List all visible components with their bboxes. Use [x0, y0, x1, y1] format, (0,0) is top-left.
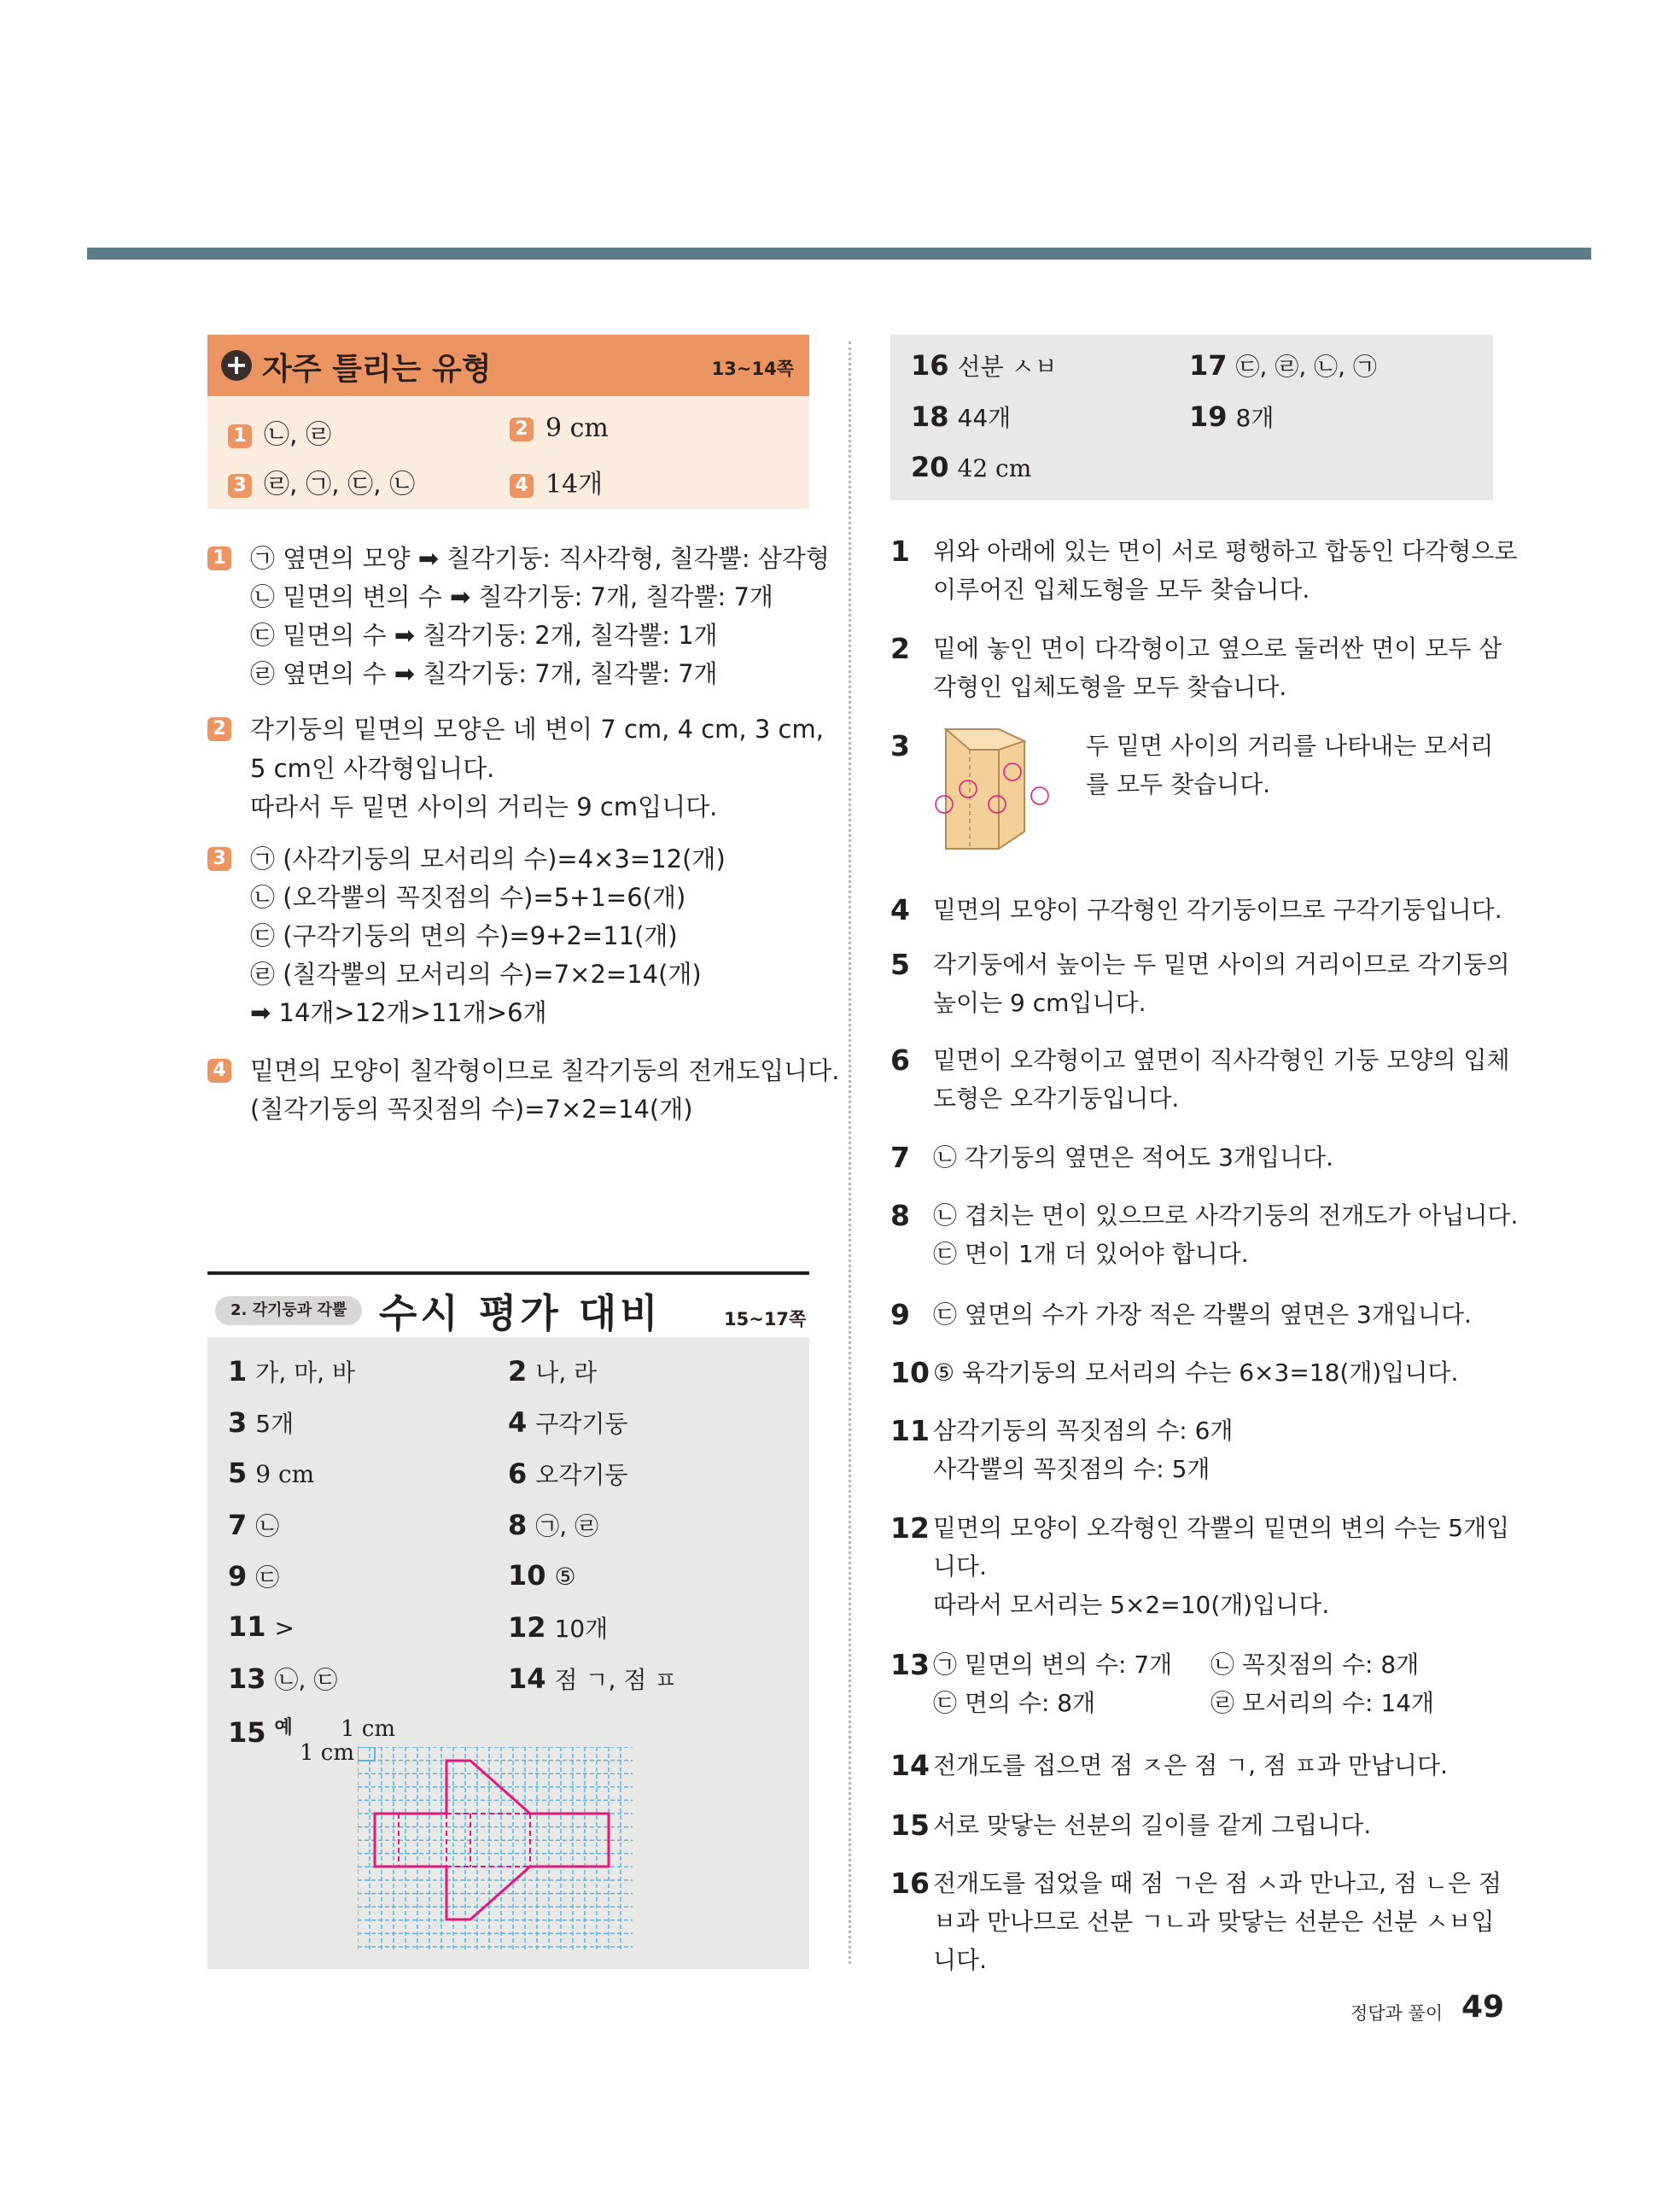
mistake-answer-1: 1 ㉡, ㉣	[228, 413, 331, 451]
solution-number: 14	[890, 1749, 930, 1782]
solution-number: 7	[890, 1141, 910, 1174]
review-title: 수시 평가 대비	[379, 1290, 662, 1336]
right-answer: 20 42 cm	[911, 451, 1032, 483]
mistake-answer-4: 4 14개	[510, 463, 603, 500]
solution-line: 밑면이 오각형이고 옆면이 직사각형인 기둥 모양의 입체	[933, 1046, 1510, 1074]
review-answer: 8 ㉠, ㉣	[508, 1509, 599, 1541]
column-divider	[849, 342, 851, 1964]
review-answer: 14 점 ㄱ, 점 ㅍ	[508, 1662, 678, 1695]
solution-number: 1	[890, 535, 910, 568]
solution-line: ㉢ 면의 수: 8개	[933, 1689, 1096, 1717]
review-answer: 3 5개	[228, 1406, 295, 1439]
solution-line: 전개도를 접으면 점 ㅈ은 점 ㄱ, 점 ㅍ과 만납니다.	[933, 1751, 1448, 1779]
review-answer: 12 10개	[508, 1611, 609, 1644]
grid-label-left: 1 cm	[300, 1740, 355, 1766]
solution-line: 밑에 놓인 면이 다각형이고 옆으로 둘러싼 면이 모두 삼	[933, 634, 1502, 663]
solution-line: 를 모두 찾습니다.	[1086, 770, 1271, 798]
plus-icon: +	[221, 350, 252, 381]
review-answer: 6 오각기둥	[508, 1458, 628, 1490]
mistakes-header	[207, 335, 809, 396]
solution-line: 위와 아래에 있는 면이 서로 평행하고 합동인 다각형으로	[933, 537, 1518, 565]
right-answer: 17 ㉢, ㉣, ㉡, ㉠	[1189, 349, 1377, 382]
page-number: 49	[1461, 1989, 1505, 2024]
solution-number: 16	[890, 1867, 930, 1900]
solution-line: 두 밑면 사이의 거리를 나타내는 모서리	[1086, 732, 1494, 760]
right-answers-box	[890, 335, 1493, 500]
solution-line: ㉡ 꼭짓점의 수: 8개	[1210, 1651, 1420, 1679]
solution-line: 서로 맞닿는 선분의 길이를 같게 그립니다.	[933, 1811, 1372, 1839]
solution-line: ㉡ 각기둥의 옆면은 적어도 3개입니다.	[933, 1143, 1333, 1171]
solution-line: 사각뿔의 꼭짓점의 수: 5개	[933, 1455, 1210, 1483]
solution-line: ⑤ 육각기둥의 모서리의 수는 6×3=18(개)입니다.	[933, 1358, 1459, 1387]
mistakes-title: 자주 틀리는 유형	[262, 352, 492, 387]
solution-number: 4	[890, 893, 910, 926]
solution-line: 각기둥에서 높이는 두 밑면 사이의 거리이므로 각기둥의	[933, 950, 1510, 979]
mistakes-answers	[207, 396, 809, 509]
solution-line: 따라서 모서리는 5×2=10(개)입니다.	[933, 1591, 1330, 1619]
solution-line: 이루어진 입체도형을 모두 찾습니다.	[933, 576, 1310, 604]
solution-line: 밑면의 모양이 오각형인 각뿔의 밑면의 변의 수는 5개입	[933, 1514, 1510, 1542]
solution-line: ㉡ 겹치는 면이 있으므로 사각기둥의 전개도가 아닙니다.	[933, 1201, 1519, 1230]
solution-line: ㅂ과 만나므로 선분 ㄱㄴ과 맞닿는 선분은 선분 ㅅㅂ입	[933, 1908, 1495, 1936]
right-answer: 19 8개	[1189, 400, 1275, 433]
review-rule	[207, 1271, 809, 1275]
solution-number: 5	[890, 948, 910, 981]
footer-label: 정답과 풀이	[1350, 2003, 1444, 2024]
solution-line: 각형인 입체도형을 모두 찾습니다.	[933, 673, 1287, 701]
review-answer: 7 ㉡	[228, 1509, 280, 1541]
solution-line: 삼각기둥의 꼭짓점의 수: 6개	[933, 1417, 1234, 1445]
solution-line: ㉢ 옆면의 수가 가장 적은 각뿔의 옆면은 3개입니다.	[933, 1300, 1472, 1329]
mistake-answer-3: 3 ㉣, ㉠, ㉢, ㉡	[228, 463, 415, 500]
solution-number: 9	[890, 1298, 910, 1331]
solution-number: 13	[890, 1648, 930, 1681]
solution-line: 밑면의 모양이 구각형인 각기둥이므로 구각기둥입니다.	[933, 896, 1502, 924]
solution-number: 6	[890, 1043, 910, 1077]
solution-line: 도형은 오각기둥입니다.	[933, 1084, 1180, 1113]
mistakes-pages: 13~14쪽	[711, 359, 794, 379]
solution-number: 11	[890, 1414, 930, 1447]
solution-line: 전개도를 접었을 때 점 ㄱ은 점 ㅅ과 만나고, 점 ㄴ은 점	[933, 1869, 1502, 1897]
header-bar	[87, 248, 1591, 260]
solution-line: ㉣ 모서리의 수: 14개	[1210, 1689, 1435, 1717]
solution-number: 12	[890, 1511, 930, 1545]
solution-number: 15	[890, 1808, 930, 1842]
solution-line: 니다.	[933, 1946, 987, 1974]
mistake-answer-2: 2 9 cm	[510, 413, 609, 443]
solution-number: 8	[890, 1199, 910, 1232]
review-answer: 1 가, 마, 바	[228, 1355, 356, 1388]
review-answer: 9 ㉢	[228, 1560, 280, 1592]
review-answer: 10 ⑤	[508, 1559, 576, 1592]
chapter-badge: 2. 각기둥과 각뿔	[215, 1296, 362, 1325]
solution-line: 니다.	[933, 1552, 987, 1580]
solution-number: 2	[890, 632, 910, 665]
solution-number: 10	[890, 1356, 930, 1389]
solution-line: ㉢ 면이 1개 더 있어야 합니다.	[933, 1240, 1249, 1268]
review-answer: 15 $^예$	[228, 1716, 293, 1750]
solution-line: ㉠ 밑면의 변의 수: 7개	[933, 1651, 1173, 1679]
unit-square	[358, 1747, 375, 1761]
review-answers-box	[207, 1337, 809, 1969]
review-answer: 2 나, 라	[508, 1355, 598, 1388]
prism-illustration	[930, 724, 1059, 861]
net-diagram	[358, 1747, 638, 1959]
review-answer: 11 >	[228, 1610, 295, 1643]
solution-number: 3	[890, 729, 910, 762]
review-answer: 13 ㉡, ㉢	[228, 1662, 338, 1695]
solution-line: 높이는 9 cm입니다.	[933, 989, 1146, 1017]
grid-label-top: 1 cm	[341, 1716, 396, 1742]
review-answer: 4 구각기둥	[508, 1406, 628, 1439]
review-pages: 15~17쪽	[724, 1309, 807, 1329]
right-answer: 16 선분 ㅅㅂ	[911, 349, 1058, 382]
review-answer: 5 9 cm	[228, 1457, 315, 1489]
right-answer: 18 44개	[911, 400, 1012, 433]
